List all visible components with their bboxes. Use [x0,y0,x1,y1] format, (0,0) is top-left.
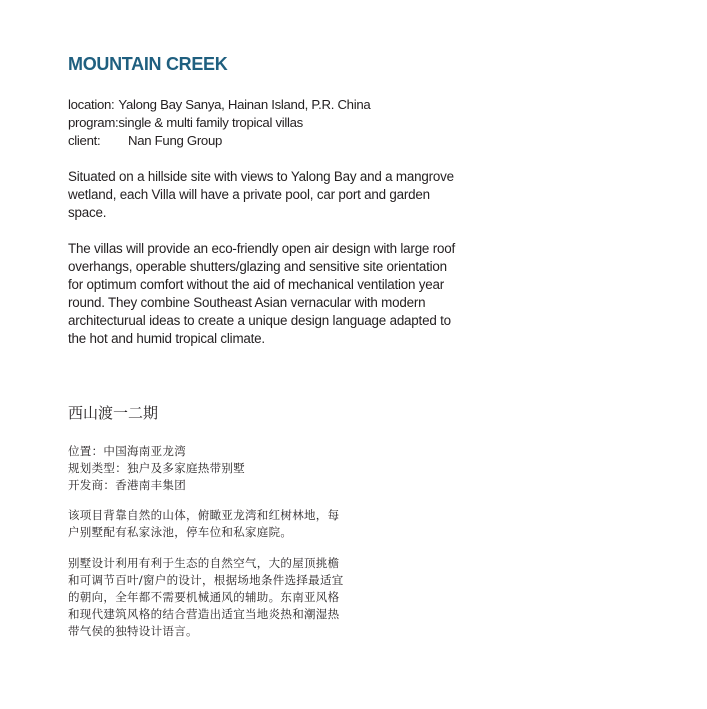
client-label: client: [68,133,101,148]
client-value: Nan Fung Group [128,133,223,148]
program-value: single & multi family tropical villas [118,115,303,130]
chinese-paragraph-2-line: 别墅设计利用有利于生态的自然空气，大的屋顶挑檐 [68,556,340,570]
chinese-paragraph-1-line: 该项目背靠自然的山体，俯瞰亚龙湾和红树林地，每 [68,508,340,522]
chinese-paragraph-2-line: 带气侯的独特设计语言。 [68,624,198,638]
project-info [68,96,468,150]
chinese-project-info [68,443,245,494]
chinese-paragraph-2 [68,555,388,640]
chinese-project-title: 西山渡一二期 [68,404,159,422]
location-value: Yalong Bay Sanya, Hainan Island, P.R. China [118,97,371,112]
program-label: program: [68,115,119,130]
program-row [68,114,468,132]
description-paragraph-1: Situated on a hillside site with views to Yalong Bay and a mangrove wetland, each Villa will have a private pool, car port and garden space. [68,169,454,220]
description-paragraph-2: The villas will provide an eco-friendly open air design with large roof overhangs, operable shutters/glazing and sensitive site orientation for optimum comfort without the aid of mechanical ventilation year round. They combine Southeast Asian vernacular with modern architecturual ideas to create a unique design language adapted to the hot and humid tropical climate. [68,241,455,346]
english-section [68,52,468,348]
chinese-client: 开发商：香港南丰集团 [68,478,186,492]
chinese-paragraph-1 [68,507,388,541]
chinese-location: 位置：中国海南亚龙湾 [68,444,186,458]
chinese-paragraph-2-line: 的朝向，全年都不需要机械通风的辅助。东南亚风格 [68,590,340,604]
chinese-paragraph-1-line: 户别墅配有私家泳池，停车位和私家庭院。 [68,525,293,539]
chinese-paragraph-2-line: 和可调节百叶/窗户的设计，根据场地条件选择最适宜 [68,573,344,587]
location-label: location: [68,97,115,112]
location-row [68,96,468,114]
chinese-program: 规划类型：独户及多家庭热带别墅 [68,461,245,475]
client-row [68,132,468,150]
chinese-paragraph-2-line: 和现代建筑风格的结合营造出适宜当地炎热和潮湿热 [68,607,340,621]
project-title: MOUNTAIN CREEK [68,54,228,74]
